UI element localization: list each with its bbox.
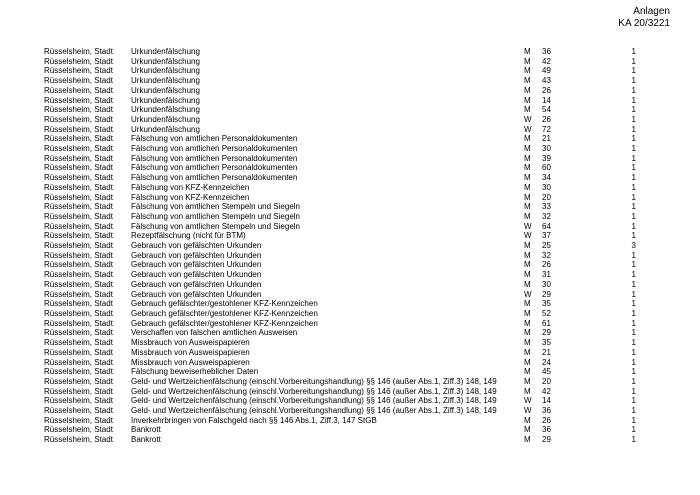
cell-age: 45 (542, 367, 551, 377)
cell-place: Rüsselsheim, Stadt (44, 231, 113, 241)
table-row (44, 66, 636, 76)
cell-age: 52 (542, 308, 551, 318)
cell-sex: M (524, 192, 531, 202)
cell-age: 39 (542, 153, 551, 163)
cell-sex: M (524, 318, 531, 328)
table-row (44, 299, 636, 309)
cell-offense: Fälschung von amtlichen Personaldokumenten (131, 144, 298, 154)
cell-sex: M (524, 435, 531, 445)
cell-place: Rüsselsheim, Stadt (44, 241, 113, 251)
cell-place: Rüsselsheim, Stadt (44, 396, 113, 406)
cell-offense: Gebrauch gefälschter/gestohlener KFZ-Kennzeichen (131, 318, 318, 328)
cell-sex: M (524, 347, 531, 357)
cell-count: 1 (631, 221, 636, 231)
cell-age: 43 (542, 76, 551, 86)
cell-age: 42 (542, 56, 551, 66)
cell-age: 61 (542, 318, 551, 328)
table-row (44, 367, 636, 377)
cell-offense: Geld- und Wertzeichenfälschung (einschl.Vorbereitungshandlung) §§ 146 (außer Abs.1, Ziff.3) 148, 149 (131, 376, 497, 386)
cell-offense: Fälschung von amtlichen Personaldokumenten (131, 173, 298, 183)
cell-age: 26 (542, 260, 551, 270)
cell-age: 30 (542, 144, 551, 154)
cell-age: 36 (542, 425, 551, 435)
cell-count: 1 (631, 367, 636, 377)
cell-place: Rüsselsheim, Stadt (44, 144, 113, 154)
cell-place: Rüsselsheim, Stadt (44, 338, 113, 348)
cell-count: 1 (631, 347, 636, 357)
cell-count: 1 (631, 47, 636, 56)
cell-count: 1 (631, 357, 636, 367)
cell-offense: Geld- und Wertzeichenfälschung (einschl.Vorbereitungshandlung) §§ 146 (außer Abs.1, Ziff.3) 148, 149 (131, 386, 497, 396)
table-row (44, 358, 636, 368)
cell-age: 25 (542, 241, 551, 251)
cell-sex: M (524, 95, 531, 105)
cell-sex: M (524, 279, 531, 289)
cell-count: 1 (631, 114, 636, 124)
table-row (44, 241, 636, 251)
cell-count: 1 (631, 231, 636, 241)
header-reference-number: KA 20/3221 (618, 18, 670, 29)
cell-sex: M (524, 260, 531, 270)
table-row (44, 280, 636, 290)
cell-age: 20 (542, 192, 551, 202)
cell-count: 1 (631, 415, 636, 425)
cell-offense: Gebrauch gefälschter/gestohlener KFZ-Kennzeichen (131, 299, 318, 309)
document-header (618, 6, 670, 30)
table-row (44, 425, 636, 435)
cell-count: 1 (631, 338, 636, 348)
cell-offense: Fälschung von KFZ-Kennzeichen (131, 192, 250, 202)
cell-offense: Gebrauch gefälschter/gestohlener KFZ-Kennzeichen (131, 308, 318, 318)
cell-count: 1 (631, 406, 636, 416)
cell-place: Rüsselsheim, Stadt (44, 85, 113, 95)
cell-count: 1 (631, 270, 636, 280)
cell-count: 1 (631, 56, 636, 66)
cell-offense: Urkundenfälschung (131, 76, 200, 86)
table-row (44, 173, 636, 183)
cell-age: 24 (542, 357, 551, 367)
cell-sex: M (524, 308, 531, 318)
cell-place: Rüsselsheim, Stadt (44, 221, 113, 231)
cell-count: 1 (631, 76, 636, 86)
table-row (44, 47, 636, 57)
cell-sex: M (524, 202, 531, 212)
cell-offense: Fälschung von KFZ-Kennzeichen (131, 182, 250, 192)
cell-count: 1 (631, 202, 636, 212)
cell-age: 36 (542, 47, 551, 56)
cell-sex: W (524, 289, 532, 299)
cell-count: 1 (631, 211, 636, 221)
cell-count: 1 (631, 376, 636, 386)
cell-offense: Gebrauch von gefälschten Urkunden (131, 289, 262, 299)
cell-sex: W (524, 114, 532, 124)
table-row (44, 212, 636, 222)
cell-offense: Gebrauch von gefälschten Urkunden (131, 260, 262, 270)
cell-count: 1 (631, 396, 636, 406)
cell-offense: Fälschung von amtlichen Personaldokumenten (131, 134, 298, 144)
cell-offense: Missbrauch von Ausweispapieren (131, 357, 250, 367)
cell-sex: M (524, 134, 531, 144)
cell-offense: Geld- und Wertzeichenfälschung (einschl.Vorbereitungshandlung) §§ 146 (außer Abs.1, Ziff.3) 148, 149 (131, 396, 497, 406)
cell-sex: W (524, 406, 532, 416)
cell-place: Rüsselsheim, Stadt (44, 182, 113, 192)
cell-place: Rüsselsheim, Stadt (44, 308, 113, 318)
cell-offense: Gebrauch von gefälschten Urkunden (131, 241, 262, 251)
cell-place: Rüsselsheim, Stadt (44, 328, 113, 338)
table-row (44, 134, 636, 144)
cell-age: 49 (542, 66, 551, 76)
cell-count: 3 (631, 241, 636, 251)
table-row (44, 309, 636, 319)
cell-place: Rüsselsheim, Stadt (44, 357, 113, 367)
table-row (44, 348, 636, 358)
cell-age: 31 (542, 270, 551, 280)
table-row (44, 193, 636, 203)
cell-place: Rüsselsheim, Stadt (44, 153, 113, 163)
cell-count: 1 (631, 153, 636, 163)
cell-place: Rüsselsheim, Stadt (44, 367, 113, 377)
table-row (44, 183, 636, 193)
cell-age: 35 (542, 299, 551, 309)
cell-offense: Urkundenfälschung (131, 47, 200, 56)
cell-offense: Fälschung von amtlichen Personaldokumenten (131, 163, 298, 173)
cell-place: Rüsselsheim, Stadt (44, 114, 113, 124)
cell-place: Rüsselsheim, Stadt (44, 211, 113, 221)
cell-place: Rüsselsheim, Stadt (44, 134, 113, 144)
cell-sex: M (524, 76, 531, 86)
cell-age: 64 (542, 221, 551, 231)
cell-age: 54 (542, 105, 551, 115)
cell-offense: Gebrauch von gefälschten Urkunden (131, 250, 262, 260)
table-row (44, 328, 636, 338)
table-row (44, 270, 636, 280)
cell-age: 26 (542, 85, 551, 95)
table-row (44, 338, 636, 348)
cell-age: 33 (542, 202, 551, 212)
cell-offense: Fälschung von amtlichen Personaldokumenten (131, 153, 298, 163)
cell-place: Rüsselsheim, Stadt (44, 202, 113, 212)
cell-age: 21 (542, 134, 551, 144)
cell-place: Rüsselsheim, Stadt (44, 415, 113, 425)
cell-sex: W (524, 221, 532, 231)
cell-sex: M (524, 328, 531, 338)
cell-place: Rüsselsheim, Stadt (44, 173, 113, 183)
cell-place: Rüsselsheim, Stadt (44, 386, 113, 396)
cell-offense: Missbrauch von Ausweispapieren (131, 347, 250, 357)
cell-count: 1 (631, 308, 636, 318)
cell-sex: M (524, 56, 531, 66)
cell-count: 1 (631, 124, 636, 134)
cell-place: Rüsselsheim, Stadt (44, 270, 113, 280)
cell-sex: M (524, 66, 531, 76)
cell-age: 72 (542, 124, 551, 134)
cell-count: 1 (631, 85, 636, 95)
cell-age: 37 (542, 231, 551, 241)
table-row (44, 96, 636, 106)
cell-offense: Bankrott (131, 435, 161, 445)
offense-table-body (44, 47, 636, 445)
cell-place: Rüsselsheim, Stadt (44, 56, 113, 66)
cell-offense: Urkundenfälschung (131, 105, 200, 115)
cell-count: 1 (631, 386, 636, 396)
table-row (44, 387, 636, 397)
cell-count: 1 (631, 328, 636, 338)
cell-sex: M (524, 173, 531, 183)
cell-age: 21 (542, 347, 551, 357)
offense-table (44, 47, 636, 445)
cell-count: 1 (631, 279, 636, 289)
cell-offense: Bankrott (131, 425, 161, 435)
cell-offense: Urkundenfälschung (131, 66, 200, 76)
table-row (44, 377, 636, 387)
table-row (44, 290, 636, 300)
cell-offense: Gebrauch von gefälschten Urkunden (131, 270, 262, 280)
cell-age: 30 (542, 182, 551, 192)
cell-offense: Rezeptfälschung (nicht für BTM) (131, 231, 246, 241)
cell-count: 1 (631, 66, 636, 76)
cell-place: Rüsselsheim, Stadt (44, 47, 113, 56)
cell-age: 34 (542, 173, 551, 183)
cell-count: 1 (631, 260, 636, 270)
table-row (44, 105, 636, 115)
cell-offense: Urkundenfälschung (131, 56, 200, 66)
cell-age: 42 (542, 386, 551, 396)
cell-sex: M (524, 425, 531, 435)
table-row (44, 406, 636, 416)
table-row (44, 115, 636, 125)
cell-place: Rüsselsheim, Stadt (44, 425, 113, 435)
cell-age: 29 (542, 435, 551, 445)
cell-place: Rüsselsheim, Stadt (44, 163, 113, 173)
cell-offense: Urkundenfälschung (131, 85, 200, 95)
cell-sex: M (524, 153, 531, 163)
cell-sex: M (524, 250, 531, 260)
table-row (44, 76, 636, 86)
cell-sex: M (524, 299, 531, 309)
cell-offense: Urkundenfälschung (131, 124, 200, 134)
table-row (44, 144, 636, 154)
cell-offense: Urkundenfälschung (131, 95, 200, 105)
cell-sex: M (524, 376, 531, 386)
cell-sex: M (524, 105, 531, 115)
cell-age: 36 (542, 406, 551, 416)
cell-offense: Fälschung von amtlichen Stempeln und Siegeln (131, 221, 300, 231)
cell-age: 60 (542, 163, 551, 173)
cell-count: 1 (631, 289, 636, 299)
cell-place: Rüsselsheim, Stadt (44, 406, 113, 416)
cell-count: 1 (631, 425, 636, 435)
table-row (44, 202, 636, 212)
cell-age: 29 (542, 289, 551, 299)
cell-count: 1 (631, 95, 636, 105)
table-row (44, 231, 636, 241)
cell-count: 1 (631, 318, 636, 328)
cell-sex: W (524, 396, 532, 406)
cell-sex: M (524, 144, 531, 154)
cell-offense: Fälschung beweiserheblicher Daten (131, 367, 259, 377)
cell-offense: Gebrauch von gefälschten Urkunden (131, 279, 262, 289)
cell-sex: M (524, 211, 531, 221)
cell-sex: M (524, 163, 531, 173)
table-row (44, 251, 636, 261)
cell-place: Rüsselsheim, Stadt (44, 105, 113, 115)
cell-age: 26 (542, 114, 551, 124)
cell-place: Rüsselsheim, Stadt (44, 124, 113, 134)
cell-place: Rüsselsheim, Stadt (44, 192, 113, 202)
cell-offense: Missbrauch von Ausweispapieren (131, 338, 250, 348)
cell-sex: M (524, 85, 531, 95)
table-row (44, 435, 636, 445)
cell-sex: M (524, 415, 531, 425)
cell-count: 1 (631, 144, 636, 154)
cell-sex: W (524, 231, 532, 241)
cell-place: Rüsselsheim, Stadt (44, 76, 113, 86)
cell-count: 1 (631, 173, 636, 183)
cell-count: 1 (631, 192, 636, 202)
cell-place: Rüsselsheim, Stadt (44, 299, 113, 309)
cell-age: 32 (542, 250, 551, 260)
cell-sex: M (524, 367, 531, 377)
cell-offense: Fälschung von amtlichen Stempeln und Siegeln (131, 202, 300, 212)
cell-offense: Urkundenfälschung (131, 114, 200, 124)
cell-count: 1 (631, 163, 636, 173)
cell-age: 20 (542, 376, 551, 386)
table-row (44, 86, 636, 96)
table-row (44, 57, 636, 67)
table-row (44, 319, 636, 329)
table-row (44, 416, 636, 426)
cell-count: 1 (631, 299, 636, 309)
cell-age: 14 (542, 95, 551, 105)
cell-place: Rüsselsheim, Stadt (44, 318, 113, 328)
table-row (44, 125, 636, 135)
cell-age: 35 (542, 338, 551, 348)
cell-place: Rüsselsheim, Stadt (44, 66, 113, 76)
table-row (44, 222, 636, 232)
cell-sex: M (524, 270, 531, 280)
cell-age: 30 (542, 279, 551, 289)
cell-sex: W (524, 124, 532, 134)
cell-sex: M (524, 386, 531, 396)
cell-place: Rüsselsheim, Stadt (44, 376, 113, 386)
cell-offense: Geld- und Wertzeichenfälschung (einschl.Vorbereitungshandlung) §§ 146 (außer Abs.1, Ziff.3) 148, 149 (131, 406, 497, 416)
cell-count: 1 (631, 250, 636, 260)
table-row (44, 154, 636, 164)
cell-place: Rüsselsheim, Stadt (44, 435, 113, 445)
cell-place: Rüsselsheim, Stadt (44, 347, 113, 357)
cell-sex: M (524, 182, 531, 192)
cell-place: Rüsselsheim, Stadt (44, 279, 113, 289)
cell-count: 1 (631, 182, 636, 192)
cell-count: 1 (631, 105, 636, 115)
cell-count: 1 (631, 435, 636, 445)
table-row (44, 260, 636, 270)
table-row (44, 396, 636, 406)
cell-place: Rüsselsheim, Stadt (44, 95, 113, 105)
cell-place: Rüsselsheim, Stadt (44, 289, 113, 299)
header-annex-label: Anlagen (633, 6, 670, 17)
cell-sex: M (524, 357, 531, 367)
cell-place: Rüsselsheim, Stadt (44, 250, 113, 260)
cell-age: 14 (542, 396, 551, 406)
cell-offense: Fälschung von amtlichen Stempeln und Siegeln (131, 211, 300, 221)
cell-age: 29 (542, 328, 551, 338)
cell-sex: M (524, 241, 531, 251)
table-row (44, 163, 636, 173)
cell-count: 1 (631, 134, 636, 144)
cell-offense: Inverkehrbringen von Falschgeld nach §§ 146 Abs.1, Ziff.3, 147 StGB (131, 415, 377, 425)
cell-offense: Verschaffen von falschen amtlichen Ausweisen (131, 328, 298, 338)
cell-place: Rüsselsheim, Stadt (44, 260, 113, 270)
cell-sex: M (524, 338, 531, 348)
cell-age: 26 (542, 415, 551, 425)
cell-age: 32 (542, 211, 551, 221)
cell-sex: M (524, 47, 531, 56)
